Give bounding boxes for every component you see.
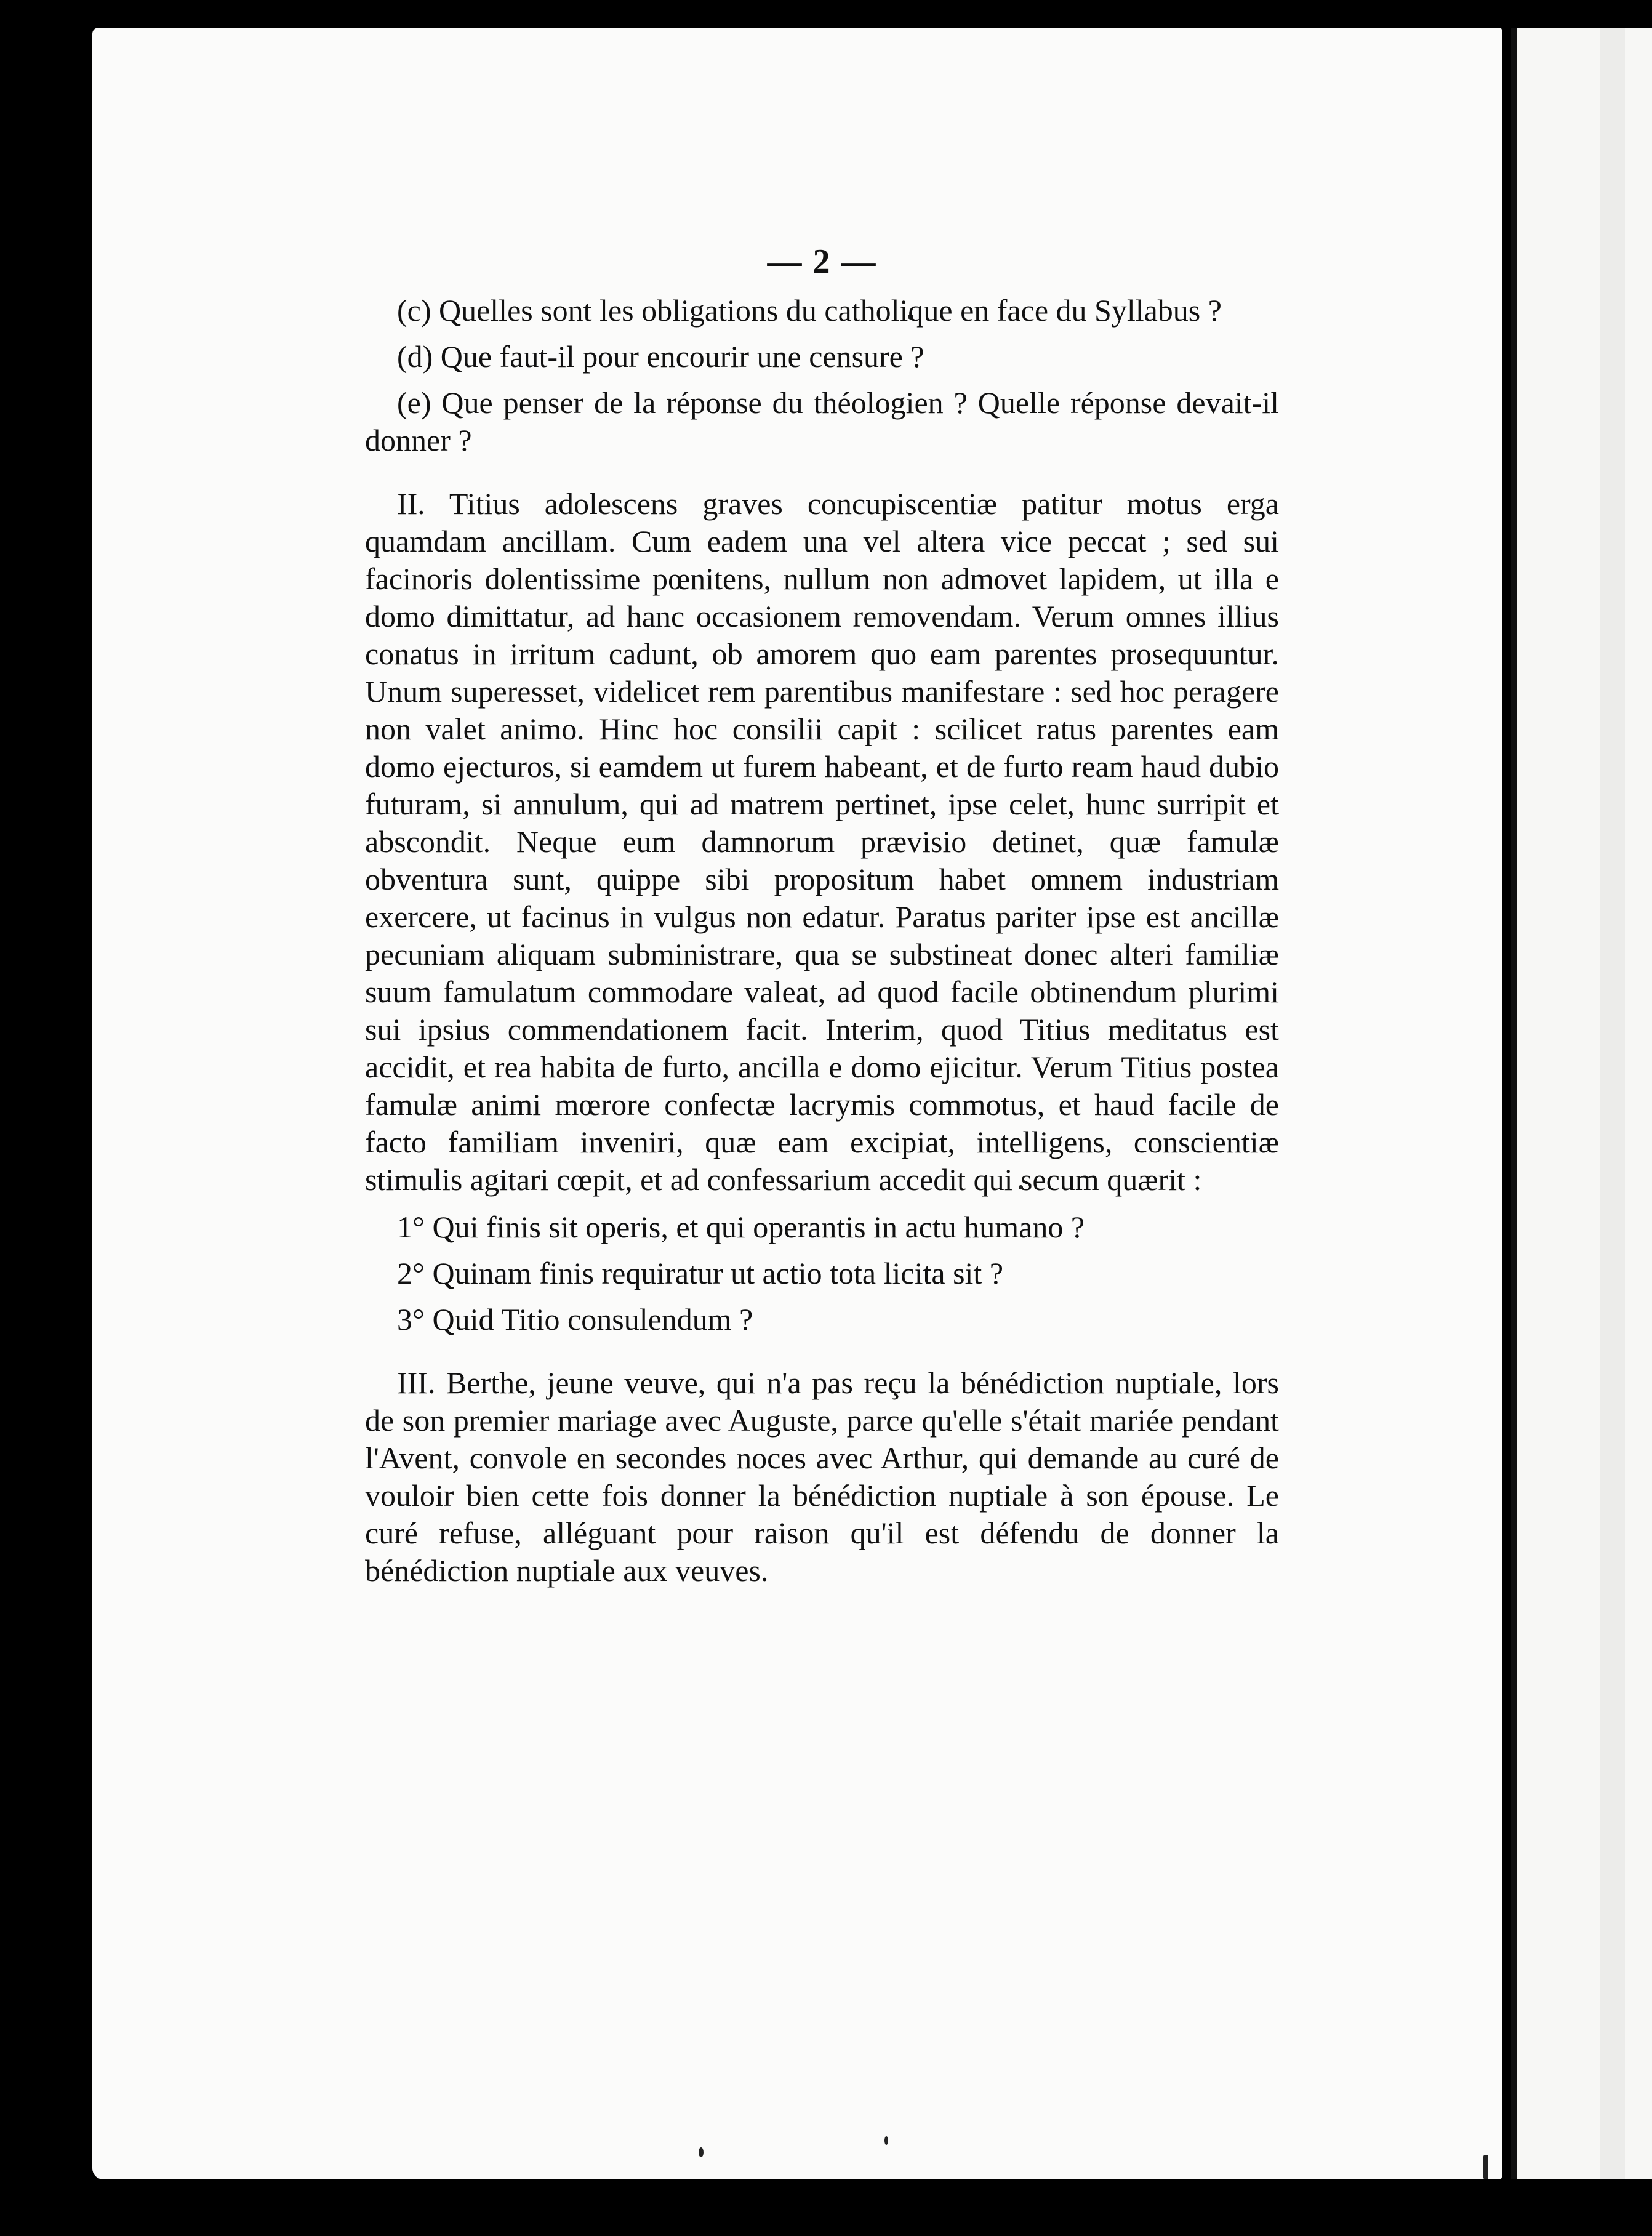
question-d: (d) Que faut-il pour encourir une censure ? [397, 339, 924, 374]
scan-speck [1483, 2155, 1488, 2179]
adjacent-page-shadow [1600, 28, 1625, 2179]
document-body [365, 243, 1279, 1590]
scan-border [0, 0, 1652, 31]
question-c: (c) Quelles sont les obligations du catholique en face du Syllabus ? [397, 293, 1222, 328]
section-3-text: III. Berthe, jeune veuve, qui n'a pas reçu la bénédiction nuptiale, lors de son premier mariage avec Auguste, parce qu'elle s'était mariée pendant l'Avent, convole en secondes noces avec Arthur, qui demande au curé de vouloir bien cette fois donner la bénédiction nuptiale à son épouse. Le curé refuse, alléguant pour raison qu'il est défendu de donner la bénédiction nuptiale aux veuves. [365, 1365, 1279, 1588]
adjacent-page-strip [1511, 28, 1652, 2179]
section-2-questions [365, 1208, 1279, 1338]
section-2-question-2: 2° Quinam finis requiratur ut actio tota licita sit ? [397, 1256, 1004, 1290]
question-e: (e) Que penser de la réponse du théologien ? Quelle réponse devait-il donner ? [365, 385, 1279, 457]
section-2-text: II. Titius adolescens graves concupiscentiæ patitur motus erga quamdam ancillam. Cum eadem una vel altera vice peccat ; sed sui facinoris dolentissime pœnitens, nullum non admovet lapidem, ut illa e domo dimittatur, ad hanc occasionem removendam. Verum omnes illius conatus in irritum cadunt, ob amorem quo eam parentes prosequuntur. Unum superesset, videlicet rem parentibus manifestare : sed hoc peragere non valet animo. Hinc hoc consilii capit : scilicet ratus parentes eam domo ejecturos, si eamdem ut furem habeant, et de furto ream haud dubio futuram, si annulum, qui ad matrem pertinet, ipse celet, hunc surripit et abscondit. Neque eum damnorum prævisio detinet, quæ famulæ obventura sunt, quippe sibi propositum habet omnem industriam exercere, ut facinus in vulgus non edatur. Paratus pariter ipse est ancillæ pecuniam aliquam subministrare, qua se substineat donec alteri familiæ suum famulatum commodare valeat, ad quod facile obtinendum plurimi sui ipsius commendationem facit. Interim, quod Titius meditatus est accidit, et rea habita de furto, ancilla e domo ejicitur. Verum Titius postea famulæ animi mœrore confectæ lacrymis commotus, et haud facile de facto familiam inveniri, quæ eam excipiat, intelligens, conscientiæ stimulis agitari cœpit, et ad confessarium accedit qui secum quærit : [365, 486, 1279, 1197]
section-2-question-3: 3° Quid Titio consulendum ? [397, 1302, 753, 1337]
page-number: — 2 — [767, 243, 877, 281]
scan-speck [699, 2147, 704, 2157]
scan-speck [884, 2136, 888, 2145]
section-2-question-1: 1° Qui finis sit operis, et qui operantis in actu humano ? [397, 1210, 1085, 1244]
